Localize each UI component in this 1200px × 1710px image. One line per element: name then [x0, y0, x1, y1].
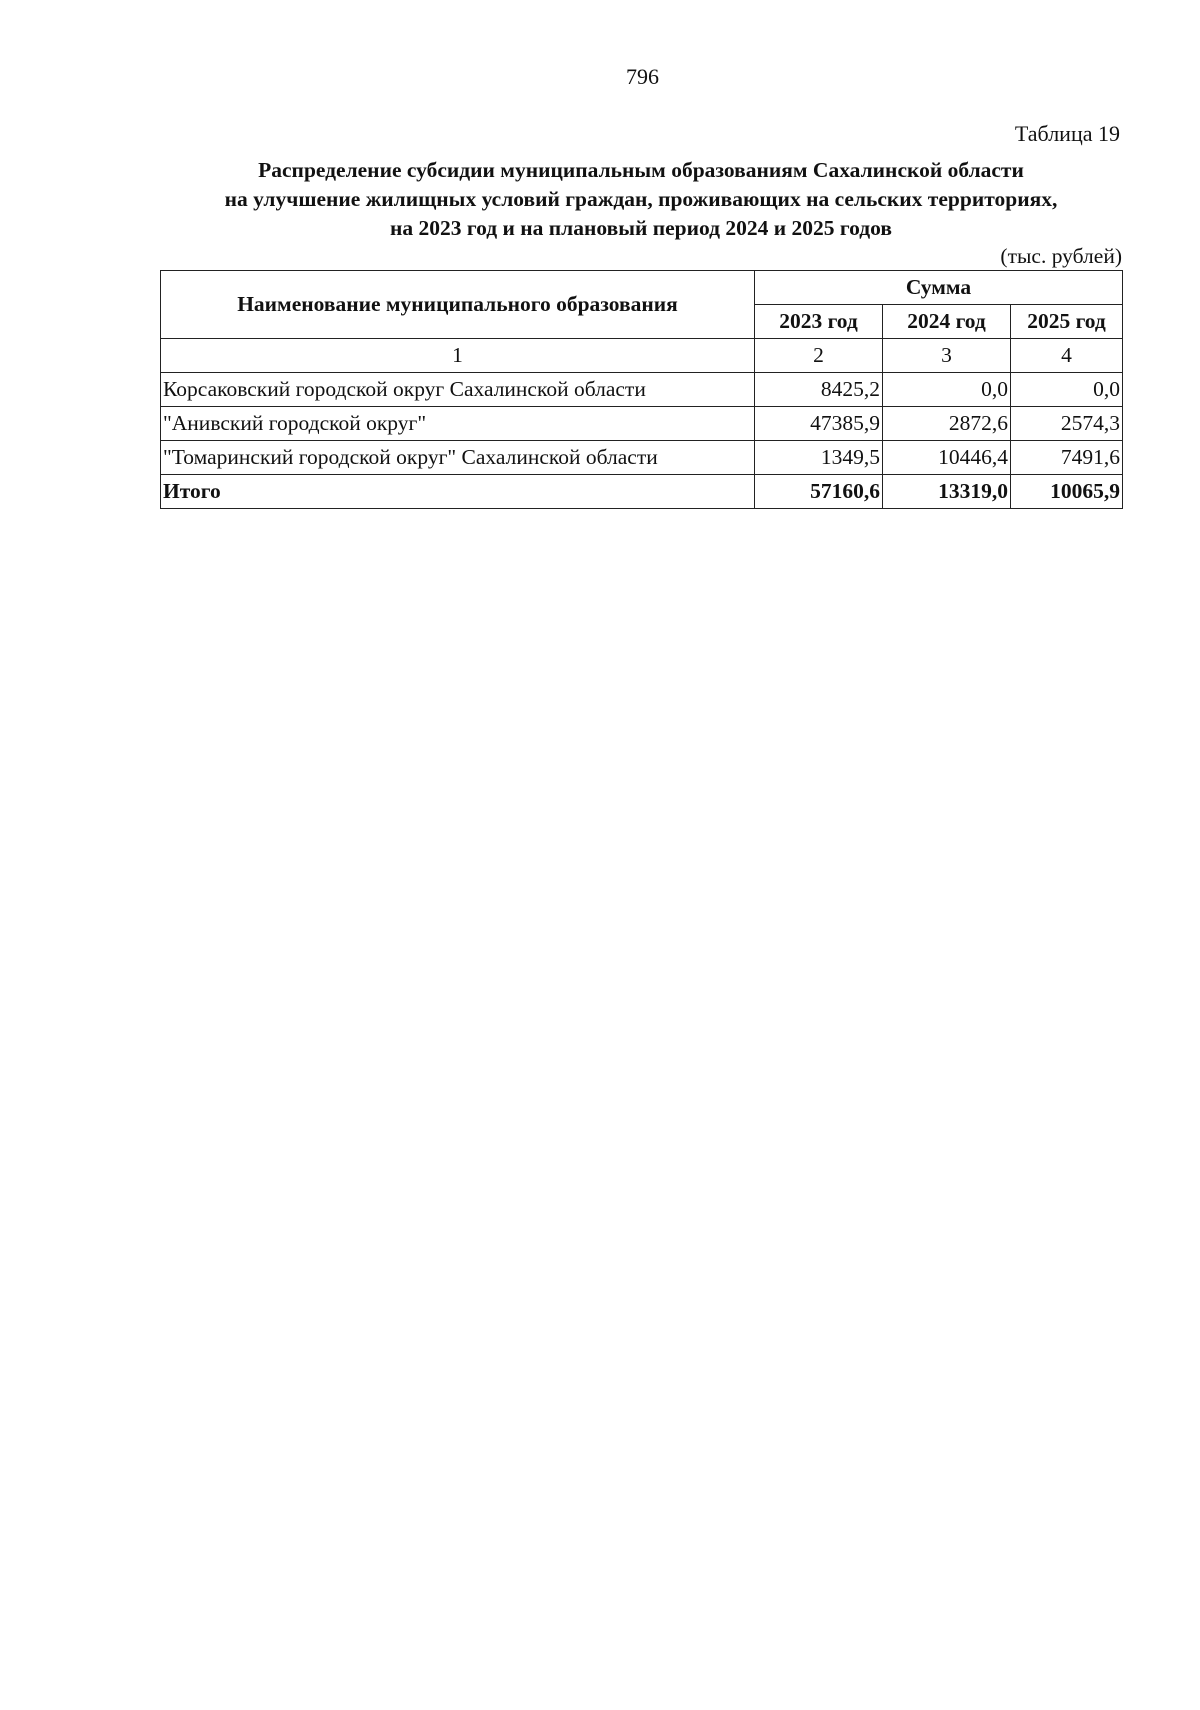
- title-line: на улучшение жилищных условий граждан, проживающих на сельских территориях,: [224, 187, 1058, 211]
- title-line: Распределение субсидии муниципальным образованиям Сахалинской области: [258, 158, 1024, 182]
- header-municipality: Наименование муниципального образования: [161, 271, 755, 339]
- subsidy-table: [160, 270, 1123, 509]
- table-row: [161, 407, 1123, 441]
- total-label: Итого: [161, 475, 755, 509]
- total-2025: 10065,9: [1011, 475, 1123, 509]
- value-2023: 47385,9: [755, 407, 883, 441]
- column-number: 3: [883, 339, 1011, 373]
- column-number: 4: [1011, 339, 1123, 373]
- page-number: 796: [626, 64, 659, 89]
- value-2025: 7491,6: [1011, 441, 1123, 475]
- table-row: [161, 373, 1123, 407]
- table-row: [161, 441, 1123, 475]
- value-2024: 10446,4: [883, 441, 1011, 475]
- total-row: [161, 475, 1123, 509]
- total-2024: 13319,0: [883, 475, 1011, 509]
- header-year-2023: 2023 год: [755, 305, 883, 339]
- units-note: (тыс. рублей): [1000, 244, 1122, 268]
- header-year-2024: 2024 год: [883, 305, 1011, 339]
- value-2023: 8425,2: [755, 373, 883, 407]
- title-line: на 2023 год и на плановый период 2024 и 2025 годов: [390, 216, 892, 240]
- header-year-2025: 2025 год: [1011, 305, 1123, 339]
- column-number: 2: [755, 339, 883, 373]
- municipality-name: "Анивский городской округ": [161, 407, 755, 441]
- column-number: 1: [161, 339, 755, 373]
- document-title: [160, 156, 1122, 243]
- value-2024: 2872,6: [883, 407, 1011, 441]
- municipality-name: Корсаковский городской округ Сахалинской области: [161, 373, 755, 407]
- header-sum: Сумма: [755, 271, 1123, 305]
- value-2025: 2574,3: [1011, 407, 1123, 441]
- total-2023: 57160,6: [755, 475, 883, 509]
- value-2025: 0,0: [1011, 373, 1123, 407]
- table-label: Таблица 19: [1014, 121, 1120, 146]
- municipality-name: "Томаринский городской округ" Сахалинской области: [161, 441, 755, 475]
- header-row: [161, 271, 1123, 305]
- value-2024: 0,0: [883, 373, 1011, 407]
- value-2023: 1349,5: [755, 441, 883, 475]
- column-number-row: [161, 339, 1123, 373]
